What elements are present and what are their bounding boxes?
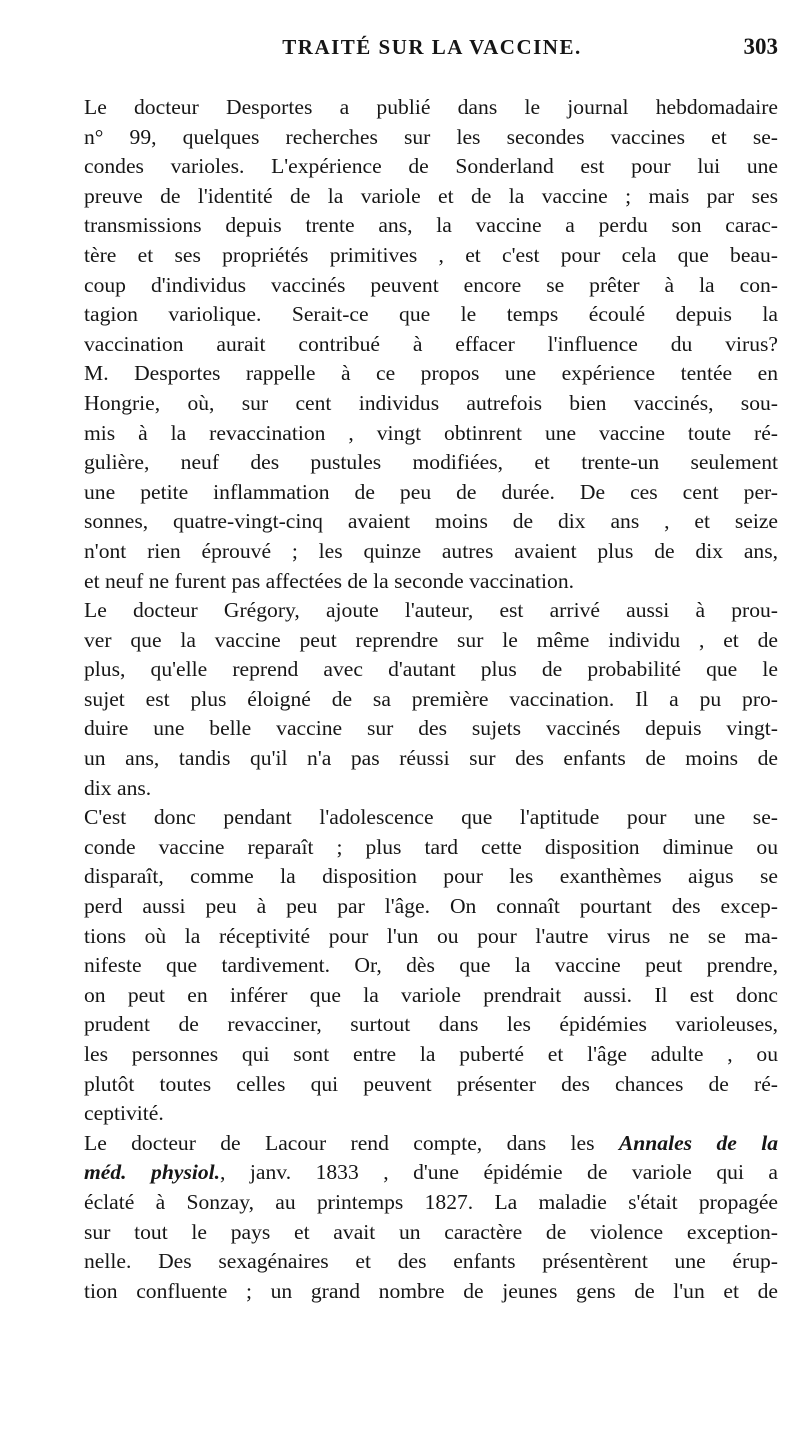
text-line: C'est donc pendant l'adolescence que l'aptitude pour une se- xyxy=(84,805,778,830)
text-line: plutôt toutes celles qui peuvent présenter des chances de ré- xyxy=(84,1071,778,1096)
text-line: nelle. Des sexagénaires et des enfants présentèrent une érup- xyxy=(84,1249,778,1274)
text-line: ver que la vaccine peut reprendre sur le même individu , et de xyxy=(84,627,778,652)
page-number: 303 xyxy=(743,34,778,59)
text-run: Le docteur de Lacour rend compte, dans les xyxy=(84,1130,619,1155)
text-line: on peut en inférer que la variole prendrait aussi. Il est donc xyxy=(84,982,778,1007)
text-line: vaccination aurait contribué à effacer l'influence du virus? xyxy=(84,331,778,356)
text-line: ceptivité. xyxy=(84,1101,164,1126)
text-line: tagion variolique. Serait-ce que le temps écoulé depuis la xyxy=(84,302,778,327)
text-run: , janv. 1833 , d'une épidémie de variole qui a xyxy=(220,1160,778,1185)
text-line-physiol xyxy=(84,1158,778,1188)
text-line: conde vaccine reparaît ; plus tard cette disposition diminue ou xyxy=(84,834,778,859)
text-line: transmissions depuis trente ans, la vaccine a perdu son carac- xyxy=(84,213,778,238)
text-line: dix ans. xyxy=(84,775,152,800)
body-text xyxy=(84,93,778,1306)
text-line: nifeste que tardivement. Or, dès que la vaccine peut prendre, xyxy=(84,953,778,978)
text-line: disparaît, comme la disposition pour les exanthèmes aigus se xyxy=(84,864,778,889)
text-line: un ans, tandis qu'il n'a pas réussi sur des enfants de moins de xyxy=(84,746,778,771)
text-line: coup d'individus vaccinés peuvent encore se prêter à la con- xyxy=(84,272,778,297)
running-title: TRAITÉ SUR LA VACCINE. xyxy=(282,35,582,59)
text-line: condes varioles. L'expérience de Sonderland est pour lui une xyxy=(84,154,778,179)
text-line: les personnes qui sont entre la puberté et l'âge adulte , ou xyxy=(84,1042,778,1066)
text-line: tère et ses propriétés primitives , et c'est pour cela que beau- xyxy=(84,242,778,267)
text-line: duire une belle vaccine sur des sujets vaccinés depuis vingt- xyxy=(84,716,778,741)
running-head xyxy=(86,28,778,68)
text-line: preuve de l'identité de la variole et de la vaccine ; mais par ses xyxy=(84,183,778,208)
text-line: une petite inflammation de peu de durée. De ces cent per- xyxy=(84,479,778,504)
text-line: gulière, neuf des pustules modifiées, et trente-un seulement xyxy=(84,450,778,475)
text-line: mis à la revaccination , vingt obtinrent une vaccine toute ré- xyxy=(84,420,778,445)
text-line: tions où la réceptivité pour l'un ou pour l'autre virus ne se ma- xyxy=(84,923,778,948)
text-line: Le docteur Desportes a publié dans le journal hebdomadaire xyxy=(84,95,778,119)
text-line: Le docteur Grégory, ajoute l'auteur, est arrivé aussi à prou- xyxy=(84,598,778,623)
text-line: n'ont rien éprouvé ; les quinze autres avaient plus de dix ans, xyxy=(84,538,778,563)
text-line: et neuf ne furent pas affectées de la seconde vaccination. xyxy=(84,568,575,593)
text-line-annales xyxy=(84,1129,778,1159)
text-line: M. Desportes rappelle à ce propos une expérience tentée en xyxy=(84,361,778,386)
text-line: n° 99, quelques recherches sur les secondes vaccines et se- xyxy=(84,124,778,149)
text-line: éclaté à Sonzay, au printemps 1827. La maladie s'était propagée xyxy=(84,1189,778,1214)
text-line: prudent de revacciner, surtout dans les épidémies varioleuses, xyxy=(84,1012,778,1037)
text-line: plus, qu'elle reprend avec d'autant plus de probabilité que le xyxy=(84,657,778,682)
journal-title-italic: méd. physiol. xyxy=(84,1160,221,1185)
text-line: sujet est plus éloigné de sa première vaccination. Il a pu pro- xyxy=(84,686,778,711)
text-line: tion confluente ; un grand nombre de jeunes gens de l'un et de xyxy=(84,1278,778,1303)
text-line: sur tout le pays et avait un caractère de violence exception- xyxy=(84,1219,778,1244)
text-line: sonnes, quatre-vingt-cinq avaient moins de dix ans , et seize xyxy=(84,509,778,534)
journal-title-italic: Annales de la xyxy=(618,1130,778,1155)
text-line: perd aussi peu à peu par l'âge. On connaît pourtant des excep- xyxy=(84,894,778,919)
text-line: Hongrie, où, sur cent individus autrefois bien vaccinés, sou- xyxy=(84,390,778,415)
